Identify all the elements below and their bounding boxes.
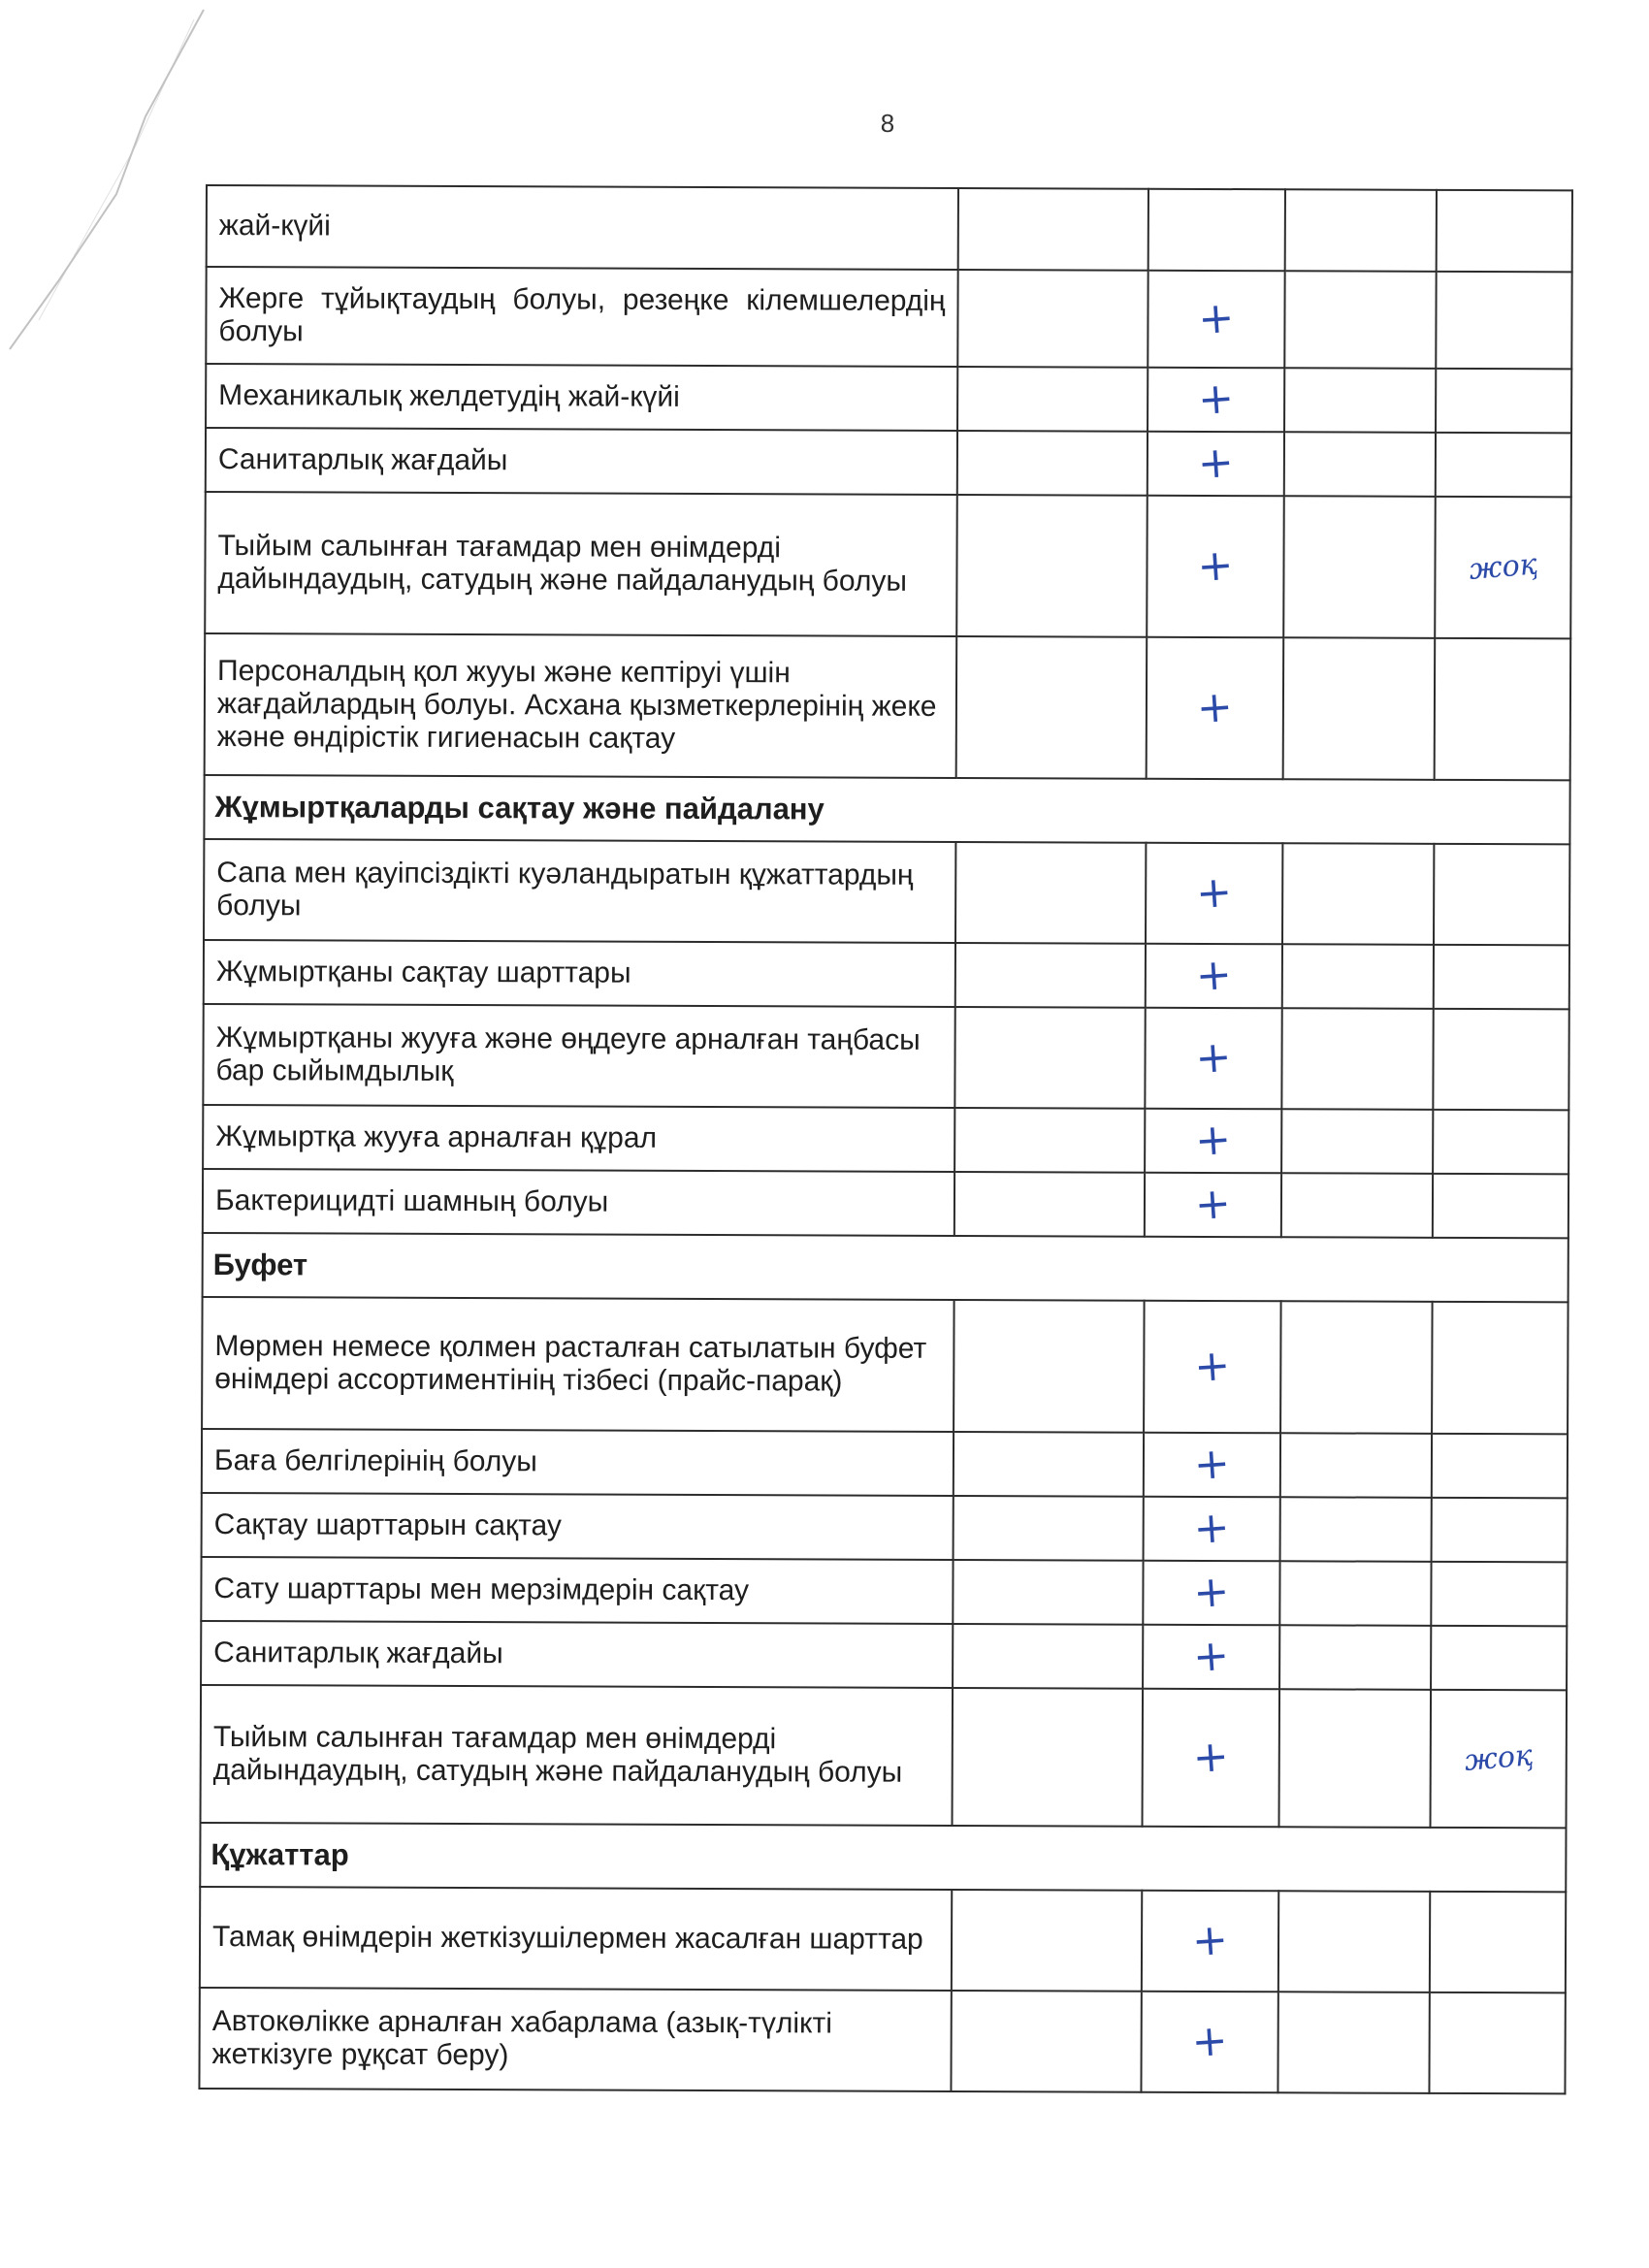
checklist-row — [201, 1557, 1567, 1626]
compliance-mark-cell — [1147, 496, 1284, 638]
checklist-row — [201, 1621, 1567, 1690]
note-cell — [1435, 638, 1571, 781]
checklist-row — [200, 1887, 1566, 1993]
checklist-row — [204, 940, 1569, 1009]
blank-cell — [1278, 1891, 1430, 1993]
requirement-text: Мөрмен немесе қолмен расталған сатылатын буфет өнімдері ассортиментінің тізбесі (прайс-парақ) — [202, 1297, 954, 1432]
section-header-row — [200, 1823, 1566, 1892]
requirement-text: Жұмыртқаны сақтау шарттары — [204, 940, 955, 1007]
requirement-text: Тыйым салынған тағамдар мен өнімдерді дайындаудың, сатудың және пайдаланудың болуы — [201, 1685, 954, 1826]
blank-cell — [1280, 1433, 1432, 1498]
blank-cell — [1283, 637, 1436, 780]
compliance-mark-cell — [1143, 1561, 1279, 1626]
checklist-row — [201, 1685, 1568, 1828]
handwritten-plus-mark: + — [1194, 949, 1234, 1002]
requirement-text: Автокөлікке арналған хабарлама (азық-түлікті жеткізуге рұқсат беру) — [199, 1988, 951, 2091]
blank-cell — [1284, 271, 1436, 369]
handwritten-plus-mark: + — [1191, 1731, 1231, 1784]
section-title: Буфет — [203, 1233, 1568, 1302]
requirement-text: Бактерицидті шамның болуы — [203, 1169, 954, 1236]
note-cell — [1437, 190, 1572, 273]
handwritten-plus-mark: + — [1190, 2015, 1230, 2068]
blank-cell — [954, 1300, 1145, 1433]
handwritten-note: жоқ — [1467, 547, 1538, 588]
section-header-row — [203, 1233, 1568, 1302]
blank-cell — [1282, 944, 1434, 1009]
note-cell — [1435, 497, 1571, 639]
handwritten-plus-mark: + — [1191, 1566, 1231, 1619]
section-header-row — [204, 775, 1569, 844]
blank-cell — [1281, 1173, 1433, 1238]
note-cell — [1436, 272, 1571, 370]
compliance-mark-cell — [1148, 271, 1284, 369]
blank-cell — [1284, 368, 1436, 433]
blank-cell — [1285, 189, 1437, 272]
compliance-mark-cell — [1144, 1301, 1281, 1434]
handwritten-plus-mark: + — [1192, 1438, 1232, 1491]
blank-cell — [1280, 1301, 1433, 1434]
requirement-text: Тамақ өнімдерін жеткізушілермен жасалған шарттар — [200, 1887, 952, 1991]
compliance-mark-cell — [1145, 1008, 1281, 1110]
handwritten-plus-mark: + — [1194, 866, 1234, 920]
checklist-row — [205, 492, 1571, 638]
requirement-text: Сату шарттары мен мерзімдерін сақтау — [201, 1557, 953, 1624]
blank-cell — [954, 1432, 1144, 1497]
blank-cell — [1281, 1008, 1433, 1110]
note-cell — [1434, 945, 1569, 1010]
blank-cell — [956, 495, 1148, 637]
requirement-text: Персоналдың қол жууы және кептіруі үшін жағдайлардың болуы. Асхана қызметкерлерінің жеке және өндірістік гигиенасын сақтау — [205, 633, 957, 778]
blank-cell — [955, 943, 1146, 1008]
compliance-mark-cell — [1147, 637, 1284, 780]
compliance-mark-cell — [1141, 1992, 1277, 2093]
blank-cell — [1279, 1625, 1431, 1690]
note-cell — [1432, 1302, 1568, 1435]
requirement-text: Механикалық желдетудің жай-күйі — [206, 364, 957, 431]
checklist-row — [204, 839, 1569, 945]
compliance-mark-cell — [1145, 1109, 1281, 1174]
handwritten-plus-mark: + — [1190, 1914, 1230, 1967]
requirement-text: Жұмыртқаны жууға және өңдеуге арналған таңбасы бар сыйымдылық — [203, 1004, 954, 1108]
checklist-row — [203, 1004, 1568, 1110]
handwritten-plus-mark: + — [1196, 373, 1236, 426]
note-cell — [1436, 369, 1571, 434]
compliance-mark-cell — [1146, 843, 1282, 945]
handwritten-plus-mark: + — [1196, 437, 1236, 490]
handwritten-plus-mark: + — [1193, 1114, 1233, 1167]
compliance-mark-cell — [1145, 1173, 1281, 1238]
handwritten-plus-mark: + — [1192, 1502, 1232, 1555]
requirement-text: Жерге тұйықтаудың болуы, резеңке кілемшелердің болуы — [206, 267, 957, 367]
blank-cell — [956, 636, 1148, 779]
requirement-text: Тыйым салынған тағамдар мен өнімдерді дайындаудың, сатудың және пайдаланудың болуы — [205, 492, 957, 636]
handwritten-plus-mark: + — [1195, 681, 1235, 734]
note-cell — [1431, 1690, 1568, 1829]
blank-cell — [952, 1890, 1142, 1992]
blank-cell — [954, 1108, 1145, 1173]
note-cell — [1434, 844, 1569, 946]
blank-cell — [957, 270, 1148, 368]
handwritten-plus-mark: + — [1195, 539, 1236, 593]
blank-cell — [1277, 1992, 1429, 2093]
blank-cell — [953, 1560, 1143, 1625]
blank-cell — [1284, 432, 1436, 497]
page-number: 8 — [880, 109, 895, 138]
blank-cell — [953, 1624, 1143, 1689]
compliance-mark-cell — [1143, 1689, 1280, 1828]
blank-cell — [1283, 496, 1436, 638]
handwritten-plus-mark: + — [1193, 1031, 1234, 1085]
checklist-row — [206, 428, 1571, 497]
note-cell — [1432, 1498, 1568, 1563]
note-cell — [1432, 1434, 1568, 1499]
checklist-row — [205, 633, 1571, 780]
checklist-row — [202, 1297, 1568, 1434]
inspection-checklist-table — [198, 184, 1573, 2094]
requirement-text: Сақтау шарттарын сақтау — [202, 1493, 954, 1560]
blank-cell — [954, 1007, 1145, 1109]
handwritten-plus-mark: + — [1191, 1630, 1231, 1683]
requirement-text: Баға белгілерінің болуы — [202, 1429, 954, 1496]
checklist-row — [202, 1429, 1568, 1498]
blank-cell — [954, 1172, 1145, 1237]
requirement-text: Санитарлық жағдайы — [206, 428, 957, 495]
note-cell — [1431, 1562, 1567, 1627]
checklist-row — [202, 1493, 1568, 1562]
note-cell — [1433, 1110, 1568, 1175]
note-cell — [1436, 433, 1571, 498]
compliance-mark-cell — [1142, 1891, 1278, 1993]
blank-cell — [1280, 1497, 1432, 1562]
checklist-row — [206, 267, 1571, 369]
compliance-mark-cell — [1148, 189, 1285, 272]
handwritten-plus-mark: + — [1192, 1340, 1232, 1393]
checklist-row — [203, 1105, 1568, 1174]
blank-cell — [955, 842, 1146, 944]
requirement-text: Жұмыртқа жууға арналған құрал — [203, 1105, 954, 1172]
note-cell — [1431, 1626, 1567, 1691]
compliance-mark-cell — [1148, 432, 1284, 497]
checklist-row — [206, 364, 1571, 433]
handwritten-note: жоқ — [1463, 1738, 1535, 1778]
requirement-text: Сапа мен қауіпсіздікті куәландыратын құжаттардың болуы — [204, 839, 955, 943]
compliance-mark-cell — [1146, 944, 1282, 1009]
checklist-row — [199, 1988, 1565, 2093]
note-cell — [1433, 1009, 1568, 1111]
section-title: Құжаттар — [200, 1823, 1566, 1892]
note-cell — [1429, 1993, 1565, 2094]
compliance-mark-cell — [1148, 368, 1284, 433]
blank-cell — [1279, 1561, 1431, 1626]
checklist-row — [207, 185, 1572, 272]
blank-cell — [957, 367, 1148, 432]
section-title: Жұмыртқаларды сақтау және пайдалану — [204, 775, 1569, 844]
compliance-mark-cell — [1144, 1497, 1280, 1562]
blank-cell — [951, 1991, 1141, 2092]
compliance-mark-cell — [1144, 1433, 1280, 1498]
requirement-text: Санитарлық жағдайы — [201, 1621, 953, 1688]
blank-cell — [954, 1496, 1144, 1561]
note-cell — [1433, 1174, 1568, 1239]
blank-cell — [1279, 1689, 1432, 1828]
note-cell — [1430, 1892, 1566, 1993]
handwritten-plus-mark: + — [1193, 1178, 1233, 1231]
blank-cell — [1281, 1109, 1433, 1174]
checklist-row — [203, 1169, 1568, 1238]
handwritten-plus-mark: + — [1196, 292, 1237, 345]
compliance-mark-cell — [1143, 1625, 1279, 1690]
blank-cell — [953, 1688, 1144, 1827]
blank-cell — [1282, 843, 1434, 945]
requirement-text: жай-күйі — [207, 185, 958, 270]
blank-cell — [957, 431, 1148, 496]
blank-cell — [958, 188, 1148, 271]
